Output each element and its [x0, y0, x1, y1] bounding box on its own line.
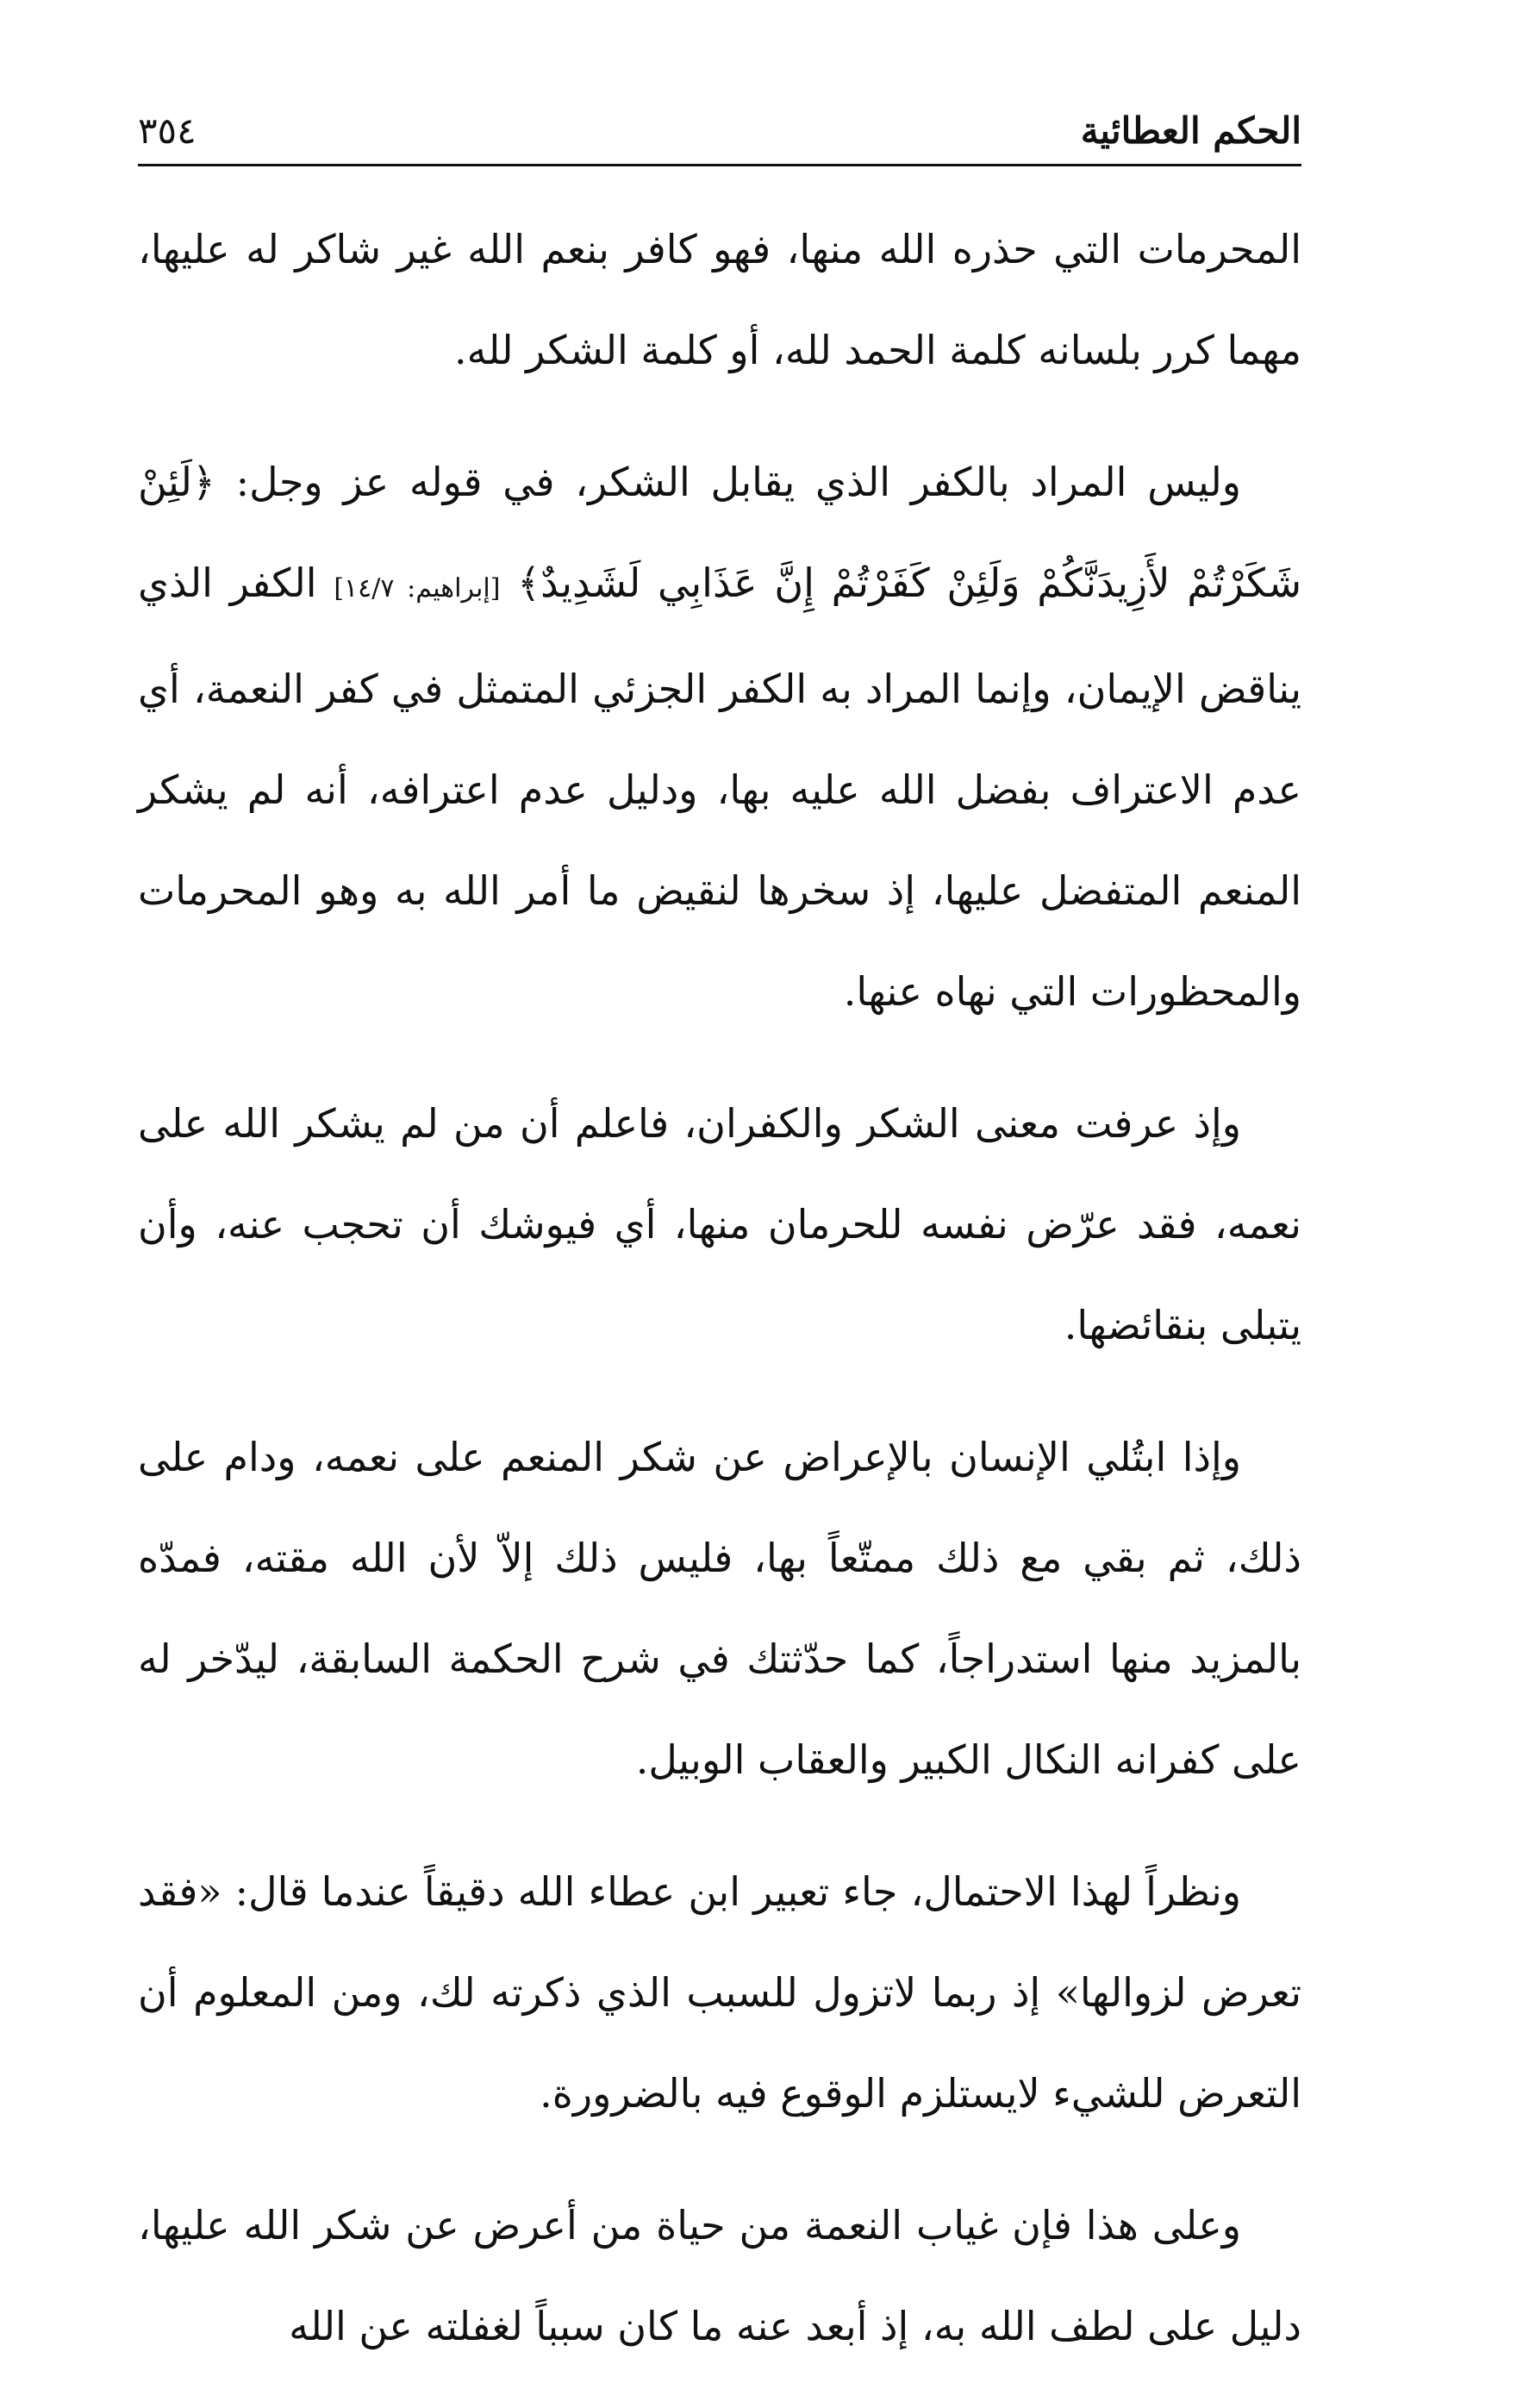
- page-header: [138, 95, 1301, 166]
- body-text: [138, 199, 1301, 2377]
- paragraph-5: ونظراً لهذا الاحتمال، جاء تعبير ابن عطاء الله دقيقاً عندما قال: «فقد تعرض لزوالها» إذ ربما لاتزول للسبب الذي ذكرته لك، ومن المعلوم أن التعرض للشيء لايستلزم الوقوع فيه بالضرورة.: [138, 1868, 1301, 2117]
- page-number: ٣٥٤: [138, 109, 197, 152]
- running-title: الحكم العطائية: [1080, 109, 1301, 152]
- paragraph-1: المحرمات التي حذره الله منها، فهو كافر بنعم الله غير شاكر له عليها، مهما كرر بلسانه كلمة الحمد لله، أو كلمة الشكر لله.: [138, 226, 1301, 373]
- paragraph-6: وعلى هذا فإن غياب النعمة من حياة من أعرض عن شكر الله عليها، دليل على لطف الله به، إذ أبعد عنه ما كان سبباً لغفلته عن الله: [138, 2202, 1301, 2349]
- paragraph-2-continuation: الكفر الذي يناقض الإيمان، وإنما المراد به الكفر الجزئي المتمثل في كفر النعمة، أي عدم الاعتراف بفضل الله عليه بها، ودليل عدم اعترافه، أنه لم يشكر المنعم المتفضل عليها، إذ سخرها لنقيض ما أمر الله به وهو المحرمات والمحظورات التي نهاه عنها.: [138, 560, 1301, 1015]
- verse-citation: [إبراهيم: ١٤/٧]: [334, 573, 501, 604]
- paragraph-4: وإذا ابتُلي الإنسان بالإعراض عن شكر المنعم على نعمه، ودام على ذلك، ثم بقي مع ذلك ممتّعاً بها، فليس ذلك إلاّ لأن الله مقته، فمدّه بالمزيد منها استدراجاً، كما حدّثتك في شرح الحكمة السابقة، ليدّخر له على كفرانه النكال الكبير والعقاب الوبيل.: [138, 1434, 1301, 1783]
- book-page: [138, 95, 1301, 2408]
- paragraph-2: [138, 432, 1301, 1042]
- paragraph-3: وإذ عرفت معنى الشكر والكفران، فاعلم أن من لم يشكر الله على نعمه، فقد عرّض نفسه للحرمان منها، أي فيوشك أن تحجب عنه، وأن يتبلى بنقائضها.: [138, 1100, 1301, 1348]
- paragraph-2-quran-verse: وليس المراد بالكفر الذي يقابل الشكر، في قوله عز وجل: ﴿لَئِنْ شَكَرْتُمْ لأَزِيدَنَّكُمْ وَلَئِنْ كَفَرْتُمْ إِنَّ عَذَابِي لَشَدِيدٌ﴾: [138, 459, 1301, 606]
